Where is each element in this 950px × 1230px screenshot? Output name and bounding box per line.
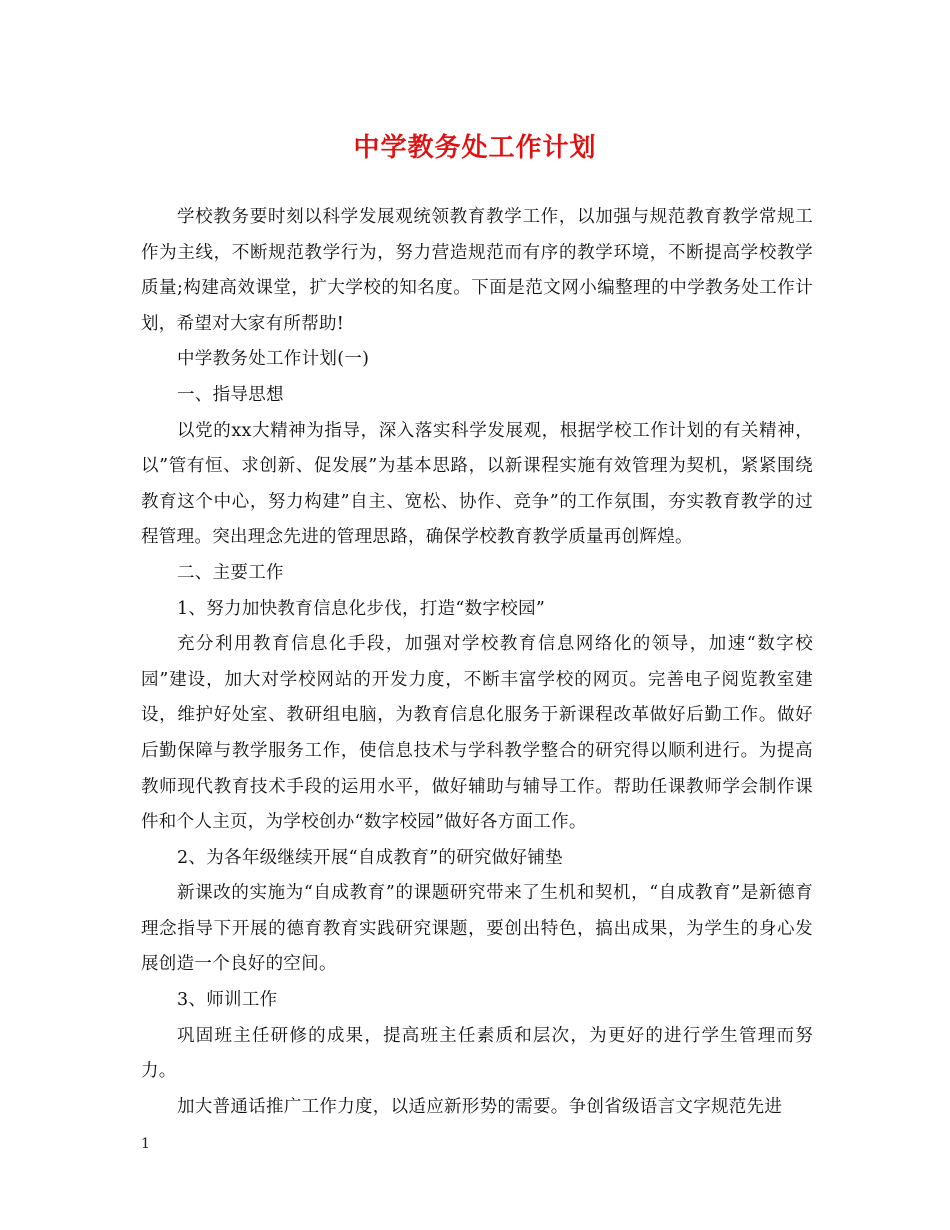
self-education-paragraph: 新课改的实施为“自成教育”的课题研究带来了生机和契机，“自成教育”是新德育理念指导下开展的德育教育实践研究课题，要创出特色，搞出成果，为学生的身心发展创造一个良好的空间。	[141, 883, 813, 975]
subheading-digital-campus: 1、努力加快教育信息化步伐，打造“数字校园”	[177, 598, 546, 619]
document-title: 中学教务处工作计划	[353, 133, 597, 163]
document-body	[141, 200, 813, 1125]
digital-campus-paragraph: 充分利用教育信息化手段，加强对学校教育信息网络化的领导，加速“数字校园”建设，加大对学校网站的开发力度，不断丰富学校的网页。完善电子阅览教室建设，维护好处室、教研组电脑，为教育信息化服务于新课程改革做好后勤工作。做好后勤保障与教学服务工作，使信息技术与学科教学整合的研究得以顺利进行。为提高教师现代教育技术手段的运用水平，做好辅助与辅导工作。帮助任课教师学会制作课件和个人主页，为学校创办“数字校园”做好各方面工作。	[141, 634, 813, 833]
section-heading-guiding-ideology: 一、指导思想	[177, 384, 284, 405]
intro-paragraph: 学校教务要时刻以科学发展观统领教育教学工作，以加强与规范教育教学常规工作为主线，不断规范教学行为，努力营造规范而有序的教学环境，不断提高学校教学质量;构建高效课堂，扩大学校的知名度。下面是范文网小编整理的中学教务处工作计划，希望对大家有所帮助!	[141, 207, 813, 334]
section-heading-plan-one: 中学教务处工作计划(一)	[177, 349, 370, 370]
teacher-training-paragraph: 巩固班主任研修的成果，提高班主任素质和层次，为更好的进行学生管理而努力。	[141, 1025, 813, 1082]
section-heading-main-work: 二、主要工作	[177, 562, 284, 583]
mandarin-promotion-paragraph: 加大普通话推广工作力度，以适应新形势的需要。争创省级语言文字规范先进	[177, 1096, 783, 1117]
subheading-teacher-training: 3、师训工作	[177, 990, 278, 1011]
subheading-self-education: 2、为各年级继续开展“自成教育”的研究做好铺垫	[177, 847, 563, 868]
guiding-ideology-paragraph: 以党的xx大精神为指导，深入落实科学发展观，根据学校工作计划的有关精神，以”管有恒、求创新、促发展”为基本思路，以新课程实施有效管理为契机，紧紧围绕教育这个中心，努力构建”自主、宽松、协作、竞争”的工作氛围，夯实教育教学的过程管理。突出理念先进的管理思路，确保学校教育教学质量再创辉煌。	[141, 420, 813, 548]
page-number: 1	[141, 1136, 150, 1152]
